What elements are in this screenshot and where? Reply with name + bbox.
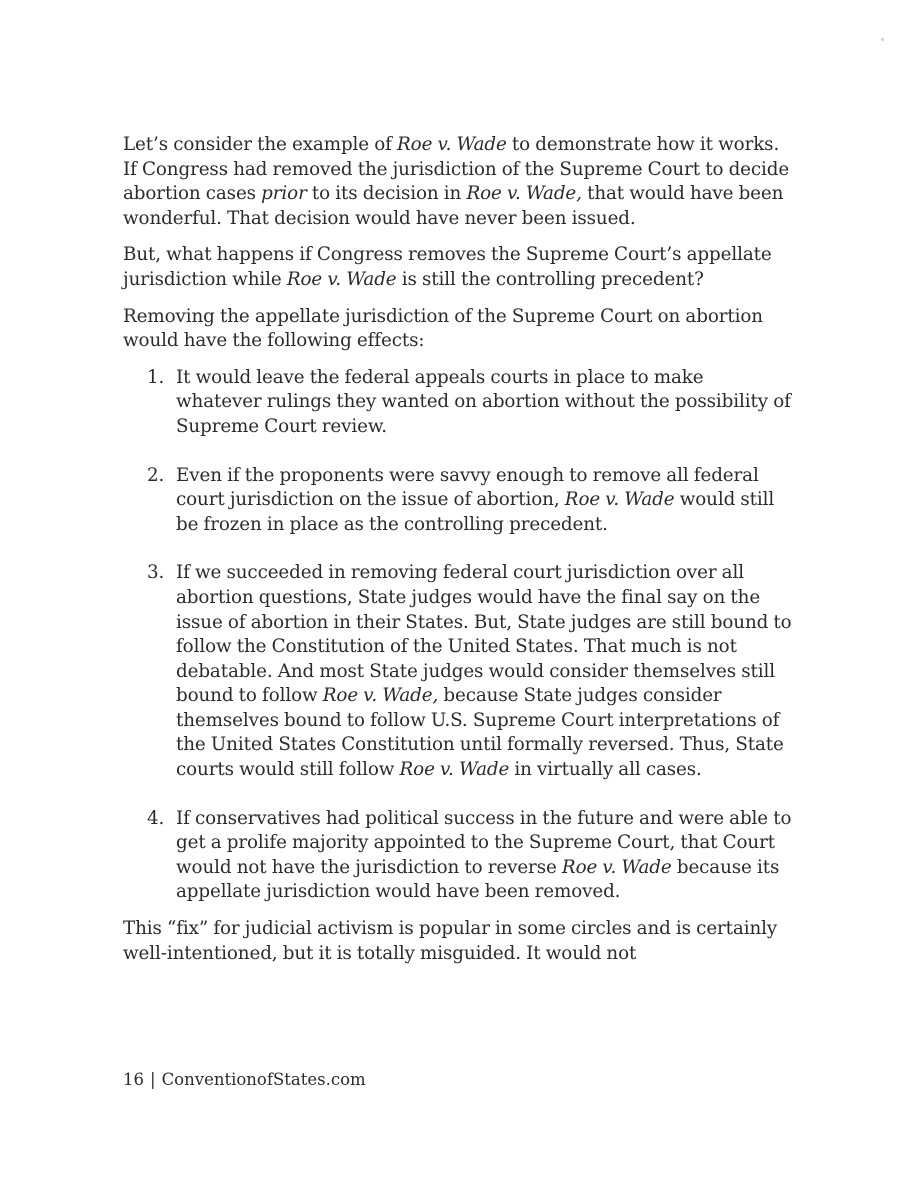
page-number: 16 bbox=[123, 1070, 144, 1089]
list-number: 2. bbox=[147, 464, 165, 486]
list-item: 1. It would leave the federal appeals courts in place to make whatever rulings they wanted on abortion without the possibility of Supreme Court review. bbox=[147, 366, 791, 437]
effects-list bbox=[123, 366, 793, 905]
paragraph-question: But, what happens if Congress removes the Supreme Court’s appellate jurisdiction while Roe v. Wade is still the controlling precedent? bbox=[123, 244, 772, 290]
footer-site: ConventionofStates.com bbox=[161, 1070, 366, 1089]
paragraph-effects-intro: Removing the appellate jurisdiction of the Supreme Court on abortion would have the following effects: bbox=[123, 305, 763, 352]
paragraph-fix-conclusion: This “fix” for judicial activism is popular in some circles and is certainly well-intentioned, but it is totally misguided. It would not bbox=[123, 918, 778, 964]
list-number: 3. bbox=[147, 562, 165, 584]
paragraph-roe-example: Let’s consider the example of Roe v. Wade to demonstrate how it works. If Congress had removed the jurisdiction of the Supreme Court to decide abortion cases prior to its decision in Roe v. Wade, that would have been wonderful. That decision would have never been issued. bbox=[123, 134, 790, 229]
list-item: 4. If conservatives had political success in the future and were able to get a prolife majority appointed to the Supreme Court, that Court would not have the jurisdiction to reverse Roe v. Wade because its appellate jurisdiction would have been removed. bbox=[147, 807, 792, 903]
footer-separator: | bbox=[150, 1070, 156, 1089]
list-item: 3. If we succeeded in removing federal court jurisdiction over all abortion questions, State judges would have the final say on the issue of abortion in their States. But, State judges are still bound to follow the Constitution of the United States. That much is not debatable. And most State judges would consider themselves still bound to follow Roe v. Wade, because State judges consider themselves bound to follow U.S. Supreme Court interpretations of the United States Constitution until formally reversed. Thus, State courts would still follow Roe v. Wade in virtually all cases. bbox=[147, 562, 792, 781]
list-item: 2. Even if the proponents were savvy enough to remove all federal court jurisdiction on the issue of abortion, Roe v. Wade would still be frozen in place as the controlling precedent. bbox=[147, 464, 775, 535]
list-number: 1. bbox=[147, 366, 165, 388]
body-text bbox=[123, 133, 793, 978]
list-number: 4. bbox=[147, 807, 165, 829]
page-footer bbox=[123, 1070, 366, 1089]
scan-speck bbox=[881, 38, 884, 41]
